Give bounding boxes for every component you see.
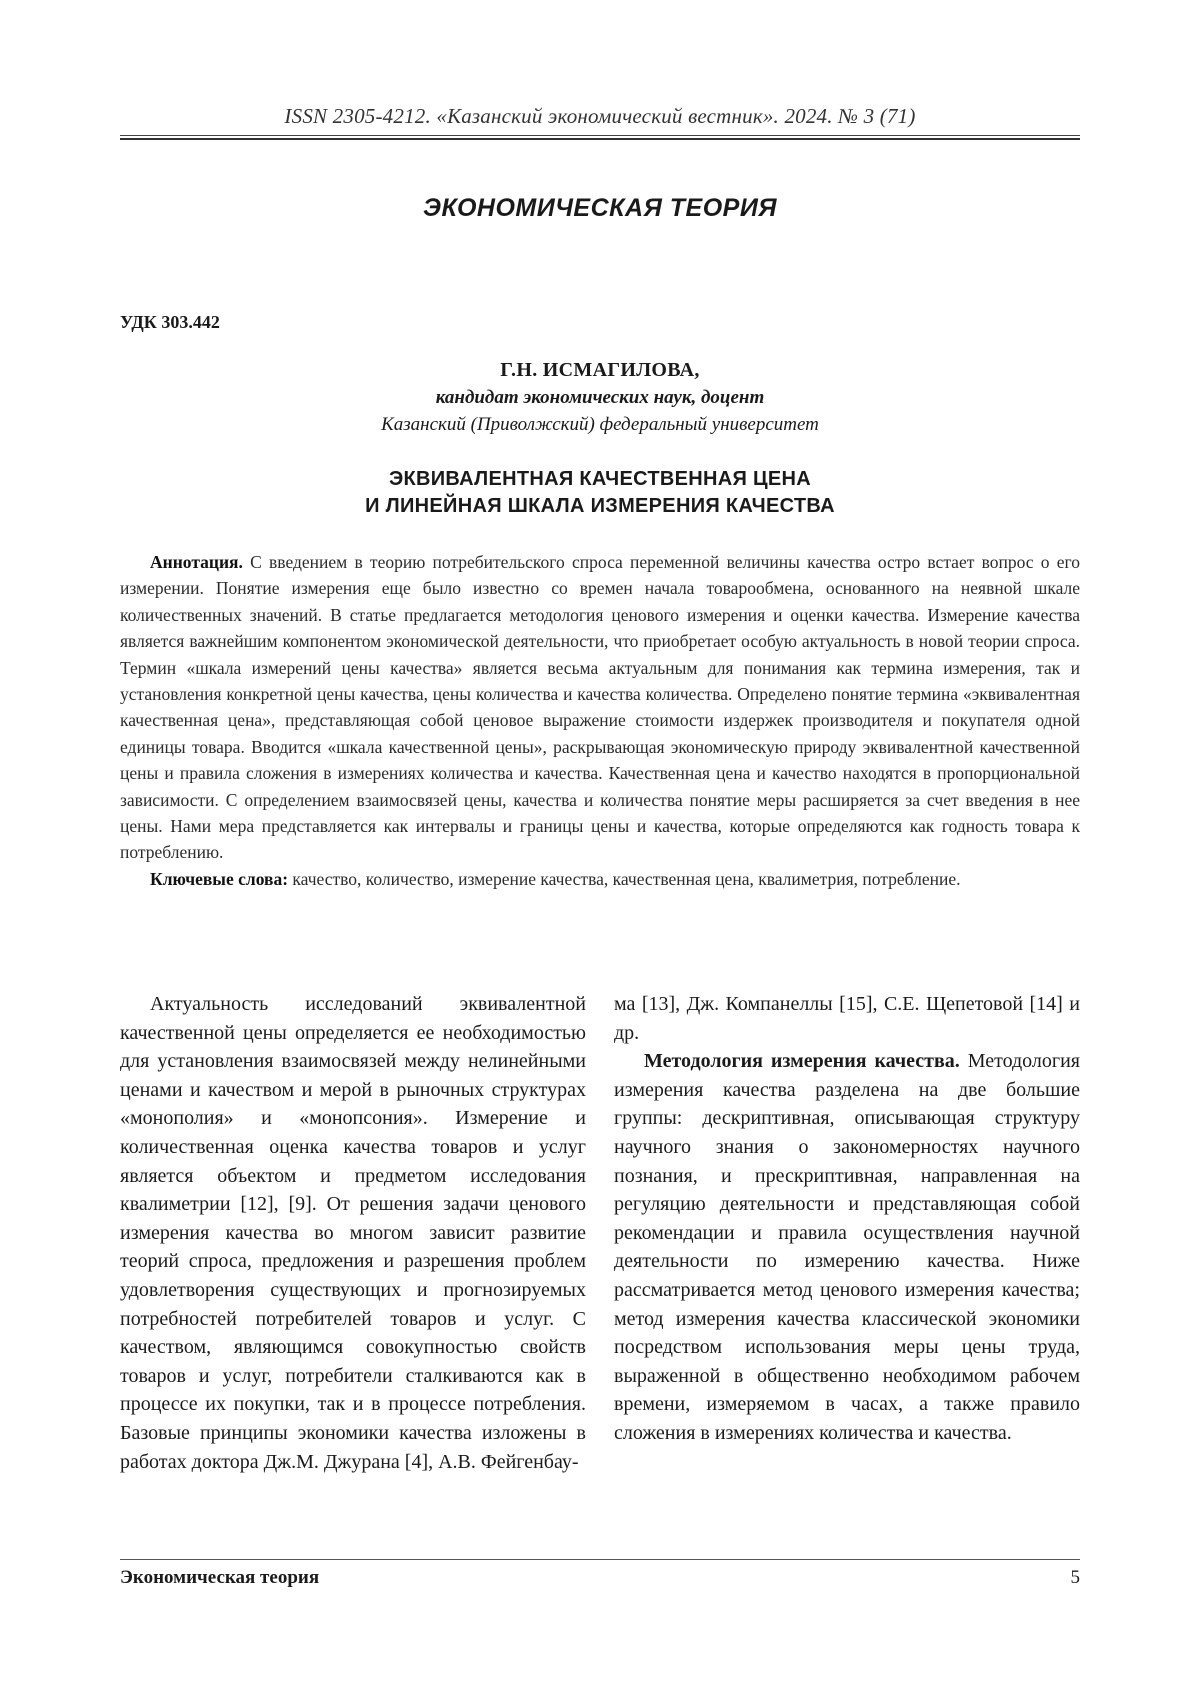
author-block (120, 357, 1080, 438)
section-title: ЭКОНОМИЧЕСКАЯ ТЕОРИЯ (422, 194, 778, 222)
body-paragraph-intro: Актуальность исследований эквивалентной качественной цены определяется ее необходимостью для установления взаимосвязей между нелинейными ценами и качеством и мерой в рыночных структурах «монополия» и «монопсония». Измерение и количественная оценка качества товаров и услуг является объектом и предметом исследования квалиметрии [12], [9]. От решения задачи ценового измерения качества во многом зависит развитие теорий спроса, предложения и разрешения проблем удовлетворения существующих и прогнозируемых потребностей потребителей товаров и услуг. С качеством, являющимся совокупностью свойств товаров и услуг, потребители сталкиваются как в процессе их покупки, так и в процессе потребления. Базовые принципы экономики качества изложены в работах доктора Дж.М. Джурана [4], А.В. Фейгенбау- (120, 993, 586, 1473)
abstract-text: С введением в теорию потребительского спроса переменной величины качества остро встает вопрос о его измерении. Понятие измерения еще было известно со времен начала товарообмена, основанного на неявной шкале количественных значений. В статье предлагается методология ценового измерения и оценки качества. Измерение качества является важнейшим компонентом экономической деятельности, что приобретает особую актуальность в новой теории спроса. Термин «шкала измерений цены качества» является весьма актуальным для понимания как термина измерения, так и установления конкретной цены качества, цены количества и качества количества. Определено понятие термина «эквивалентная качественная цена», представляющая собой ценовое выражение стоимости издержек производителя и покупателя одной единицы товара. Вводится «шкала качественной цены», раскрывающая экономическую природу эквивалентной качественной цены и правила сложения в измерениях количества и качества. Качественная цена и качество находятся в пропорциональной зависимости. С определением взаимосвязей цены, качества и количества понятие меры расширяется за счет введения в нее цены. Нами мера представляется как интервалы и границы цены и качества, которые определяются как годность товара к потреблению. (120, 552, 1080, 863)
running-head: ISSN 2305-4212. «Казанский экономический вестник». 2024. № 3 (71) (284, 104, 916, 128)
header-rule-thin (120, 135, 1080, 136)
body-paragraph-intro-full (0, 0, 1, 1)
method-heading: Методология измерения качества. (644, 1050, 960, 1073)
author-name: Г.Н. ИСМАГИЛОВА, (500, 359, 700, 381)
abstract (120, 549, 1080, 892)
footer-section-name: Экономическая теория (120, 1567, 320, 1588)
body-column-right (614, 990, 1080, 1448)
article-title (120, 466, 1080, 520)
abstract-paragraph (120, 549, 1080, 866)
page-number: 5 (1070, 1567, 1080, 1588)
keywords-label: Ключевые слова: (150, 868, 289, 889)
body-paragraph-method (614, 1047, 1080, 1447)
header-rule-thick (120, 138, 1080, 140)
method-text: Методология измерения качества разделена на две большие группы: дескриптивная, описывающая структуру научного знания о закономерностях научного познания, и прескриптивная, направленная на регуляцию деятельности и представляющая собой рекомендации и правила осуществления научной деятельности по измерению качества. Ниже рассматривается метод ценового измерения качества; метод измерения качества классической экономики посредством использования меры цены труда, выраженной в общественно необходимом рабочем времени, измеряемом в часах, а также правило сложения в измерениях количества и качества. (614, 1050, 1080, 1444)
abstract-label: Аннотация. (150, 552, 243, 572)
header-double-rule (120, 135, 1080, 141)
udc-code: УДК 303.442 (120, 312, 220, 332)
footer-rule (120, 1559, 1080, 1560)
author-degree: кандидат экономических наук, доцент (435, 387, 765, 408)
keywords-text: качество, количество, измерение качества, качественная цена, квалиметрия, потребление. (292, 868, 961, 889)
body-paragraph-intro-continued: ма [13], Дж. Компанеллы [15], С.Е. Щепетовой [14] и др. (614, 993, 1080, 1044)
author-affiliation: Казанский (Приволжский) федеральный университет (381, 414, 819, 435)
body-column-left (120, 990, 586, 1476)
keywords-paragraph (120, 866, 1080, 892)
article-title-line-1: ЭКВИВАЛЕНТНАЯ КАЧЕСТВЕННАЯ ЦЕНА (388, 468, 812, 490)
article-title-line-2: И ЛИНЕЙНАЯ ШКАЛА ИЗМЕРЕНИЯ КАЧЕСТВА (365, 495, 835, 517)
